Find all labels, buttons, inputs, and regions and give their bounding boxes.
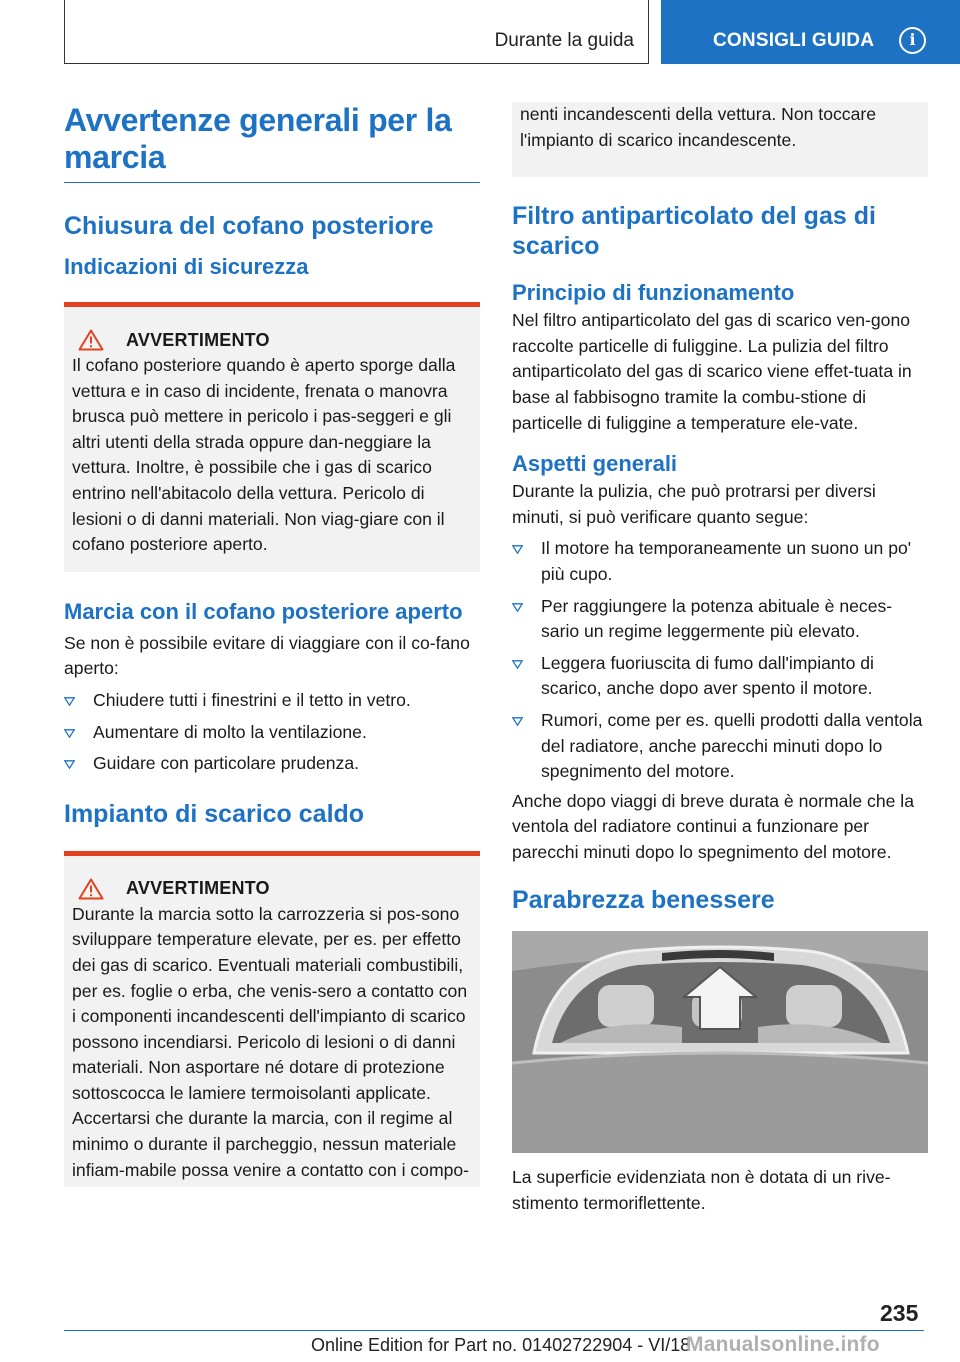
page-title-block: [64, 102, 480, 183]
list-item: Chiudere tutti i finestrini e il tetto in vetro.: [64, 688, 480, 714]
warning-triangle-icon: [78, 329, 104, 351]
warning-text-continued: nenti incandescenti della vettura. Non toccare l'impianto di scarico incandescente.: [520, 104, 876, 150]
watermark-logo: Manualsonline.info: [686, 1333, 880, 1356]
warning-box-hatch: [64, 302, 480, 572]
edition-note: Online Edition for Part no. 01402722904 - VI/18: [311, 1335, 691, 1355]
warning-label: AVVERTIMENTO: [126, 878, 270, 899]
bullet-triangle-icon: [512, 603, 523, 612]
bullet-triangle-icon: [64, 697, 75, 706]
warning-header: [78, 329, 472, 351]
list-item: Leggera fuoriuscita di fumo dall'impianto di scarico, anche dopo aver spento il motore.: [512, 651, 928, 702]
running-header-box: [64, 0, 649, 64]
windshield-figure: [512, 931, 928, 1153]
bullet-triangle-icon: [512, 717, 523, 726]
warning-header: [78, 878, 472, 900]
list-item: Per raggiungere la potenza abituale è neces-sario un regime leggermente più elevato.: [512, 594, 928, 645]
hatch-heading: Chiusura del cofano posteriore: [64, 212, 434, 240]
general-heading: Aspetti generali: [512, 451, 678, 477]
general-intro: Durante la pulizia, che può protrarsi per diversi minuti, si può verificare quanto segue:: [512, 481, 876, 527]
left-column: [64, 102, 480, 1187]
car-rear-window-illustration: [512, 931, 928, 1153]
principle-text: Nel filtro antiparticolato del gas di scarico ven-gono raccolte particelle di fuliggine. La pulizia del filtro antiparticolato del gas di scarico viene effet-tuata in base al fabbisogno tramite la combu-stione di particelle di fuliggine a temperature ele-vate.: [512, 310, 912, 433]
safety-heading: Indicazioni di sicurezza: [64, 254, 309, 279]
warning-triangle-icon: [78, 878, 104, 900]
page-number: 235: [880, 1300, 919, 1326]
warning-box-exhaust: [64, 851, 480, 1188]
open-hatch-intro: Se non è possibile evitare di viaggiare con il co-fano aperto:: [64, 632, 470, 679]
chapter-title: CONSIGLI GUIDA: [713, 30, 875, 51]
list-item: Il motore ha temporaneamente un suono un po' più cupo.: [512, 536, 928, 587]
chapter-tab[interactable]: [661, 0, 960, 64]
filter-heading: Filtro antiparticolato del gas di scarico: [512, 202, 876, 261]
figure-caption: La superficie evidenziata non è dotata di un rive-stimento termoriflettente.: [512, 1167, 891, 1214]
bullet-triangle-icon: [64, 729, 75, 738]
open-hatch-heading: Marcia con il cofano posteriore aperto: [64, 598, 463, 624]
warning-text: Durante la marcia sotto la carrozzeria si pos-sono sviluppare temperature elevate, per es. per effetto dei gas di scarico. Eventuali materiali combustibili, per es. foglie o erba, che venis-sero a contatto con i componenti incandescenti dell'impianto di scarico possono incendiarsi. Pericolo di lesioni o di danni materiali. Non asportare né dotare di protezione sottoscocca le lamiere termoisolanti applicate. Accertarsi che durante la marcia, con il regime al minimo o durante il parcheggio, nessun materiale infiam-mabile possa venire a contatto con i compo-: [72, 903, 470, 1180]
open-hatch-list: [64, 688, 480, 777]
exhaust-heading: Impianto di scarico caldo: [64, 799, 365, 828]
info-icon: i: [899, 27, 926, 54]
warning-box-continued: [512, 102, 928, 177]
general-list: [512, 536, 928, 784]
page-title: Avvertenze generali per la marcia: [64, 102, 452, 175]
warning-text: Il cofano posteriore quando è aperto sporge dalla vettura e in caso di incidente, frenata o manovra brusca può mettere in pericolo i pas-seggeri e gli altri utenti della strada oppure dan-neggiare la vettura. Inoltre, è possibile che i gas di scarico entrino nell'abitacolo della vettura. Pericolo di lesioni o di danni materiali. Non viag-giare con il cofano posteriore aperto.: [72, 355, 456, 555]
principle-heading: Principio di funzionamento: [512, 280, 795, 306]
general-outro: Anche dopo viaggi di breve durata è normale che la ventola del radiatore continui a funzionare per parecchi minuti dopo lo spegnimento del motore.: [512, 790, 914, 862]
bullet-triangle-icon: [512, 660, 523, 669]
windshield-heading: Parabrezza benessere: [512, 886, 775, 915]
warning-label: AVVERTIMENTO: [126, 329, 270, 350]
section-title: Durante la guida: [494, 30, 634, 51]
footer-rule: [64, 1330, 924, 1331]
list-item: Rumori, come per es. quelli prodotti dalla ventola del radiatore, anche parecchi minuti dopo lo spegnimento del motore.: [512, 708, 928, 785]
bullet-triangle-icon: [512, 545, 523, 554]
bullet-triangle-icon: [64, 760, 75, 769]
right-column: [512, 102, 928, 1217]
list-item: Guidare con particolare prudenza.: [64, 751, 480, 777]
list-item: Aumentare di molto la ventilazione.: [64, 720, 480, 746]
